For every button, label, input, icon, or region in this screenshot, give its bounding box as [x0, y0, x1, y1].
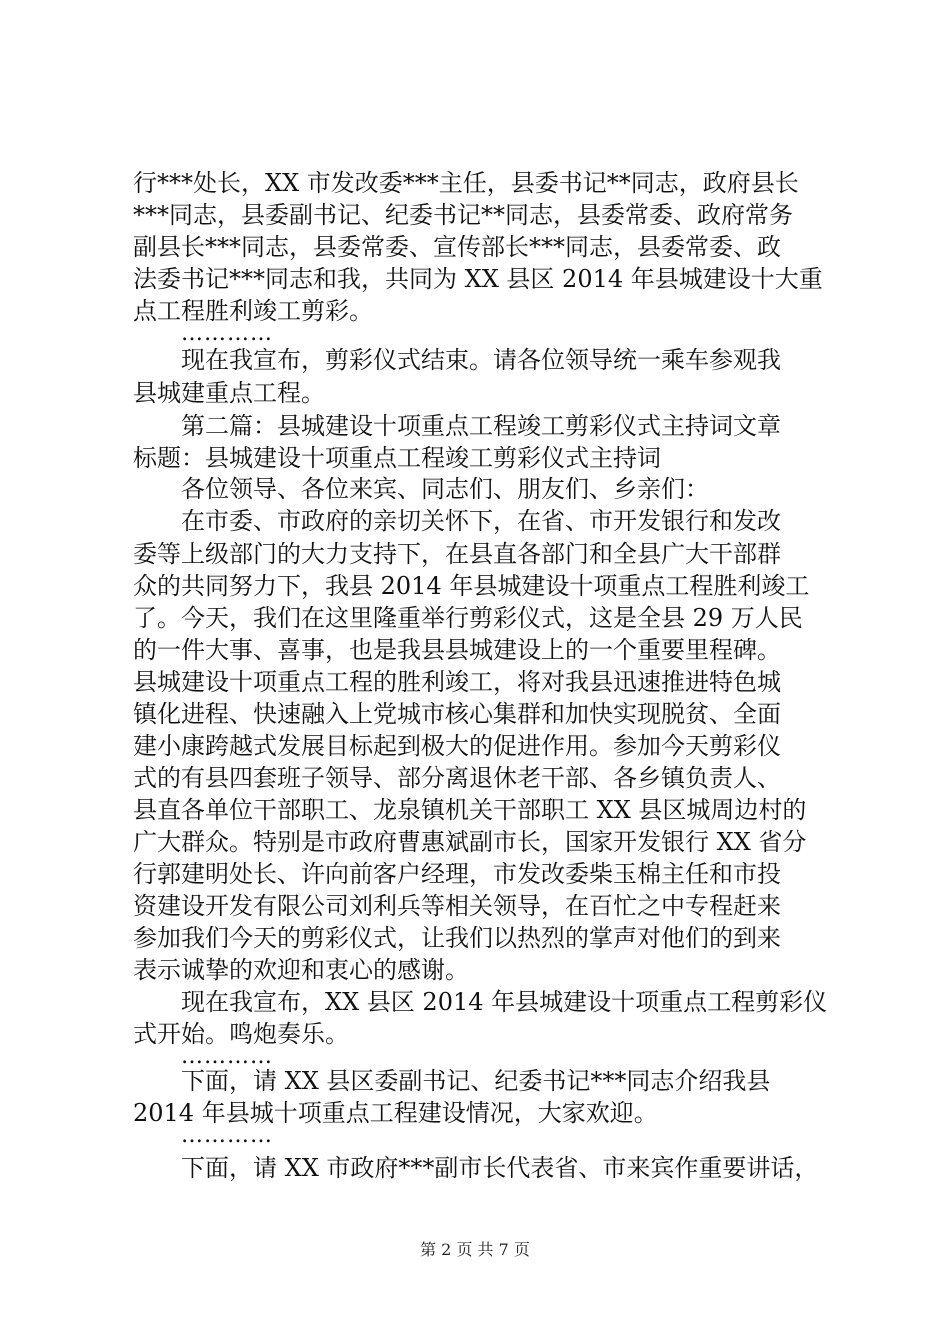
text-line: 镇化进程、快速融入上党城市核心集群和加快实现脱贫、全面	[133, 700, 781, 728]
text-line: 广大群众。特别是市政府曹惠斌副市长，国家开发银行 XX 省分	[133, 828, 807, 856]
text-line: 众的共同努力下，我县 2014 年县城建设十项重点工程胜利竣工	[133, 572, 810, 600]
ellipsis-line: …………	[181, 321, 273, 346]
text-line: 下面，请 XX 市政府***副市长代表省、市来宾作重要讲话，	[181, 1154, 819, 1182]
text-line: 资建设开发有限公司刘利兵等相关领导，在百忙之中专程赶来	[133, 892, 781, 920]
text-line: 下面，请 XX 县区委副书记、纪委书记***同志介绍我县	[181, 1067, 771, 1095]
text-line: 现在我宣布，XX 县区 2014 年县城建设十项重点工程剪彩仪	[181, 988, 828, 1016]
text-line: 建小康跨越式发展目标起到极大的促进作用。参加今天剪彩仪	[133, 732, 781, 760]
page-footer: 第 2 页 共 7 页	[420, 1240, 530, 1259]
text-line: 县直各单位干部职工、龙泉镇机关干部职工 XX 县区城周边村的	[133, 796, 807, 824]
section-heading: 第二篇：县城建设十项重点工程竣工剪彩仪式主持词文章	[181, 412, 781, 440]
text-line: 在市委、市政府的亲切关怀下，在省、市开发银行和发改	[181, 507, 781, 535]
section-heading: 标题：县城建设十项重点工程竣工剪彩仪式主持词	[133, 444, 661, 472]
text-line: 式开始。鸣炮奏乐。	[133, 1020, 349, 1048]
ellipsis-line: …………	[181, 1123, 273, 1148]
text-line: 点工程胜利竣工剪彩。	[133, 297, 373, 325]
text-line: 县城建重点工程。	[133, 379, 325, 407]
text-line: 式的有县四套班子领导、部分离退休老干部、各乡镇负责人、	[133, 764, 781, 792]
text-line: 2014 年县城十项重点工程建设情况，大家欢迎。	[133, 1099, 658, 1127]
text-line: 行***处长，XX 市发改委***主任，县委书记**同志，政府县长	[133, 169, 799, 197]
text-line: 了。今天，我们在这里隆重举行剪彩仪式，这是全县 29 万人民	[133, 604, 803, 632]
text-line: 法委书记***同志和我，共同为 XX 县区 2014 年县城建设十大重	[133, 265, 823, 293]
text-line: ***同志，县委副书记、纪委书记**同志，县委常委、政府常务	[133, 201, 793, 229]
salutation: 各位领导、各位来宾、同志们、朋友们、乡亲们：	[181, 475, 709, 503]
text-line: 委等上级部门的大力支持下，在县直各部门和全县广大干部群	[133, 540, 781, 568]
ellipsis-line: …………	[181, 1044, 273, 1069]
text-line: 表示诚挚的欢迎和衷心的感谢。	[133, 956, 469, 984]
text-line: 的一件大事、喜事，也是我县县城建设上的一个重要里程碑。	[133, 636, 781, 664]
text-line: 县城建设十项重点工程的胜利竣工，将对我县迅速推进特色城	[133, 668, 781, 696]
text-line: 现在我宣布，剪彩仪式结束。请各位领导统一乘车参观我	[181, 346, 781, 374]
text-line: 副县长***同志，县委常委、宣传部长***同志，县委常委、政	[133, 233, 781, 261]
text-line: 参加我们今天的剪彩仪式，让我们以热烈的掌声对他们的到来	[133, 924, 781, 952]
text-line: 行郭建明处长、许向前客户经理，市发改委柴玉棉主任和市投	[133, 860, 781, 888]
